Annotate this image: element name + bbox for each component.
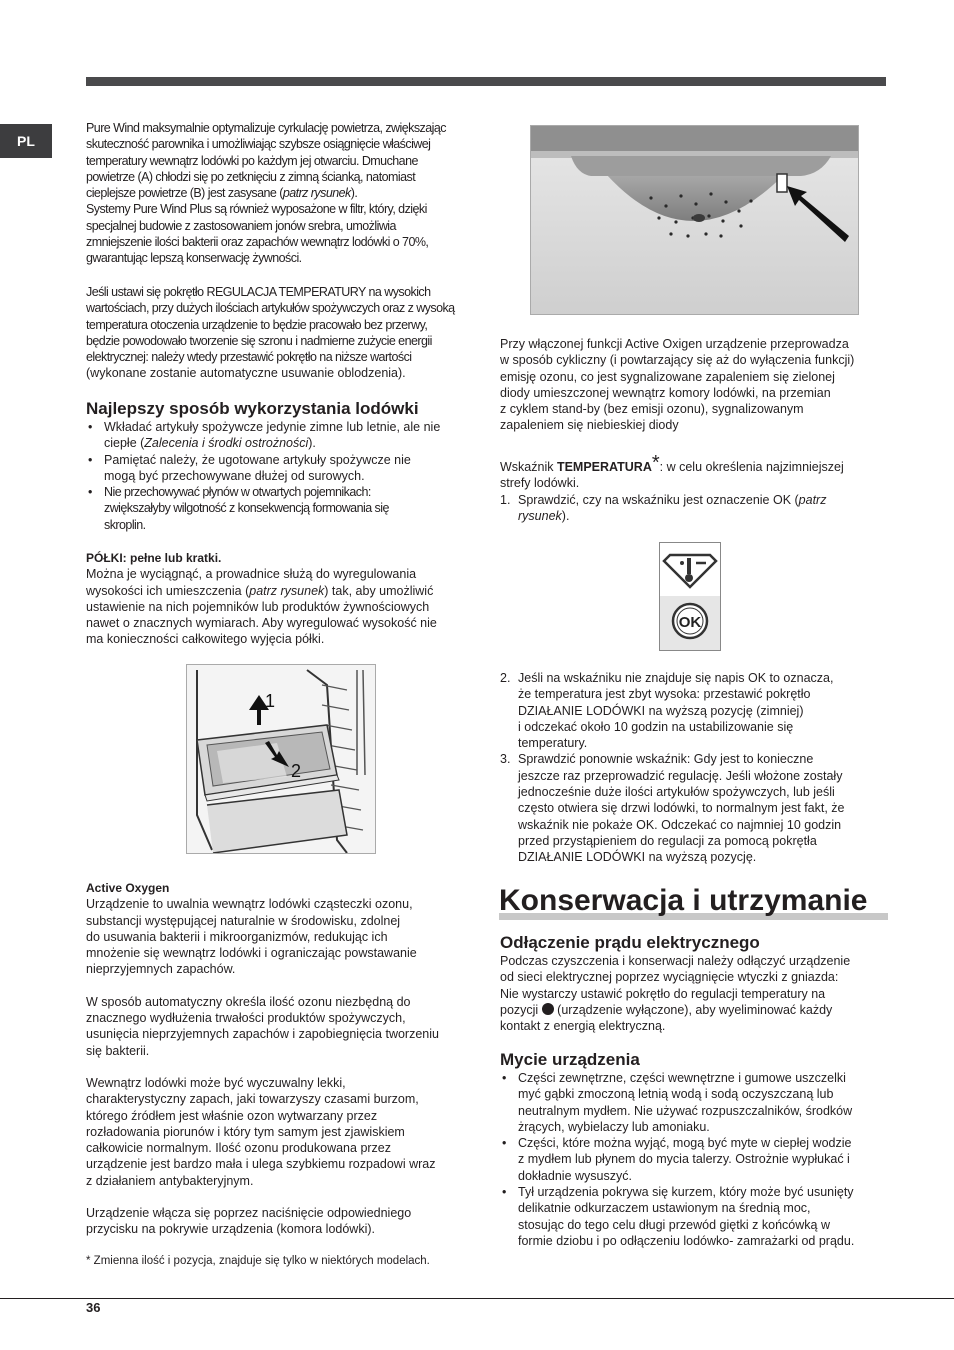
list-item: • Wkładać artykuły spożywcze jedynie zimne lub letnie, ale nie ciepłe (Zalecenia i środki ostrożności).	[86, 419, 481, 452]
washing-section	[500, 1050, 895, 1249]
disconnect-heading: Odłączenie prądu elektrycznego	[500, 933, 760, 952]
list-item: • Tył urządzenia pokrywa się kurzem, który może być usunięty delikatnie odkurzaczem ustawionym na średnią moc, stosując do tego celu długi przewód giętki z końcówką w formie dziobu i po odłączeniu lodówko- zamrażarki od prądu.	[500, 1184, 895, 1249]
active-oxygen-heading: Active Oxygen	[86, 881, 170, 895]
shelves-section: PÓŁKI: pełne lub kratki. Można je wyciągnąć, a prowadnice służą do wyregulowania wysokości ich umieszczenia (patrz rysunek) tak, aby umożliwić ustawienie na nich pojemników lub produktów żywnościowych nawet o znacznych wymiarach. Aby wyregulować wysokość nie ma konieczności całkowitego wyjęcia półki.	[86, 550, 481, 648]
off-position-icon	[542, 1003, 554, 1015]
bottom-rule	[0, 1298, 954, 1299]
washing-heading: Mycie urządzenia	[500, 1050, 640, 1069]
page-number: 36	[86, 1300, 101, 1315]
purewind-paragraph: Pure Wind maksymalnie optymalizuje cyrkulację powietrza, zwiększając skuteczność parownika i umożliwiając szybsze osiągnięcie właściwej temperatury wewnątrz lodówki po każdym jej otwarciu. Dmuchane powietrze (A) chłodzi się po zetknięciu z zimną ścianką, natomiast cieplejsze powietrze (B) jest zasysane (patrz rysunek). Systemy Pure Wind Plus są również wyposażone w filtr, który, dzięki specjalnej budowie z zastosowaniem jonów srebra, umożliwia zmniejszenie ilości bakterii oraz zapachów wewnątrz lodówki o 70%, gwarantując lepszą konserwację żywności.	[86, 121, 446, 266]
shelf-figure	[186, 664, 376, 854]
section-title: Konserwacja i utrzymanie	[499, 884, 868, 917]
top-rule	[86, 77, 886, 86]
shelf-illustration	[187, 665, 375, 853]
best-use-heading: Najlepszy sposób wykorzystania lodówki	[86, 399, 419, 418]
figure-label-2: 2	[291, 761, 302, 781]
figure-label-1: 1	[265, 691, 276, 711]
regulacja-paragraph: Jeśli ustawi się pokrętło REGULACJA TEMPERATURY na wysokich wartościach, przy dużych ilościach artykułów spożywczych oraz z wysoką temperatura otoczenia urządzenie to będzie pracowało bez przerwy, będzie powodowało tworzenie się szronu i nadmierne zużycie energii elektrycznej: należy wtedy przestawić pokrętło na niższe wartości (wykonane zostanie automatyczne usuwanie oblodzenia).	[86, 285, 455, 381]
list-item: • Części, które można wyjąć, mogą być myte w ciepłej wodzie z mydłem lub płynem do mycia talerzy. Ostrożnie wypłukać i dokładnie wysuszyć.	[500, 1135, 895, 1184]
steps-section: 2. Jeśli na wskaźniku nie znajduje się napis OK to oznacza, że temperatura jest zbyt wysoka: przestawić pokrętło DZIAŁANIE LODÓWKI na wyższą pozycję (zimniej) i odczekać około 10 godzin na ustabilizowanie się temperatury. 3. Sprawdzić ponownie wskaźnik: Gdy jest to konieczne jeszcze raz przeprowadzić regulację. Jeśli włożone zostały jednocześnie duże ilości artykułów spożywczych, lub jeśli często otwiera się drzwi lodówki, to normalnym jest fakt, że wskaźnik nie pokaże OK. Odczekać co najmniej 10 godzin przed przystąpieniem do regulacji za pomocą pokrętła DZIAŁANIE LODÓWKI na wyższą pozycję.	[500, 671, 845, 865]
list-item: • Części zewnętrzne, części wewnętrzne i gumowe uszczelki myć gąbki zmoczoną letnią wodą i sodą oczyszczaną lub neutralnym mydłem. Nie używać rozpuszczalników, środków żrących, wybielaczy lub amoniaku.	[500, 1070, 895, 1135]
disconnect-section: Odłączenie prądu elektrycznego Podczas czyszczenia i konserwacji należy odłączyć urządzenie od sieci elektrycznej poprzez wyciągnięcie wtyczki z gniazda: Nie wystarczy ustawić pokrętło do regulacji temperatury na pozycji (urządzenie wyłączone), aby wyeliminować każdy kontakt z energią elektryczną.	[500, 933, 895, 1034]
ok-indicator-illustration	[660, 543, 720, 650]
list-item: • Pamiętać należy, że ugotowane artykuły spożywcze nie mogą być przechowywane dłużej od surowych.	[86, 452, 481, 485]
shelves-heading: PÓŁKI: pełne lub kratki.	[86, 551, 222, 565]
list-item: • Nie przechowywać płynów w otwartych pojemnikach: zwiększałyby wilgotność z konsekwencją formowania się skroplin.	[86, 484, 481, 533]
oxygen-description: Przy włączonej funkcji Active Oxigen urządzenie przeprowadza w sposób cykliczny (i powtarzający się aż do wyłączenia funkcji) emisję ozonu, co jest sygnalizowane zapaleniem się zielonej diody umieszczonej wewnątrz komory lodówki, na przemian z cyklem stand-by (bez emisji ozonu), sygnalizowanym zapaleniem się niebieskiej diody	[500, 337, 855, 433]
active-oxygen-section: Active Oxygen Urządzenie to uwalnia wewnątrz lodówki cząsteczki ozonu, substancji występującej naturalnie w środowisku, zdolnej do usuwania bakterii i mikroorganizmów, redukując ich mnożenie się wewnątrz lodówki i ograniczając powstawanie nieprzyjemnych zapachów. W sposób automatyczny określa ilość ozonu niezbędną do znacznego wydłużenia trwałości produktów spożywczych, usunięcia nieprzyjemnych zapachów i zapobiegnięcia tworzeniu się bakterii. Wewnątrz lodówki może być wyczuwalny lekki, charakterystyczny zapach, jaki towarzyszy czasami burzom, którego źródłem jest właśnie ozon wytwarzany przez rozładowania piorunów i który tym samym jest zjawiskiem całkowicie normalnym. Ilość ozonu produkowana przez urządzenie jest bardzo mała i ulega szybkiemu rozpadowi wraz z działaniem antybakteryjnym. Urządzenie włącza się poprzez naciśnięcie odpowiedniego przycisku na pokrywie urządzenia (komora lodówki).	[86, 880, 481, 1238]
ozone-device-illustration	[531, 126, 858, 314]
ok-label: OK	[678, 614, 702, 631]
language-tab: PL	[0, 124, 52, 158]
footnote: * Zmienna ilość i pozycja, znajduje się tylko w niektórych modelach.	[86, 1255, 430, 1267]
temperature-indicator-figure	[659, 542, 721, 651]
ozone-device-figure	[530, 125, 859, 315]
best-use-section	[86, 399, 481, 533]
temperature-indicator-section: Wskaźnik TEMPERATURA*: w celu określenia najzimniejszej strefy lodówki. 1. Sprawdzić, czy na wskaźniku jest oznaczenie OK (patrz rysunek).	[500, 452, 844, 523]
